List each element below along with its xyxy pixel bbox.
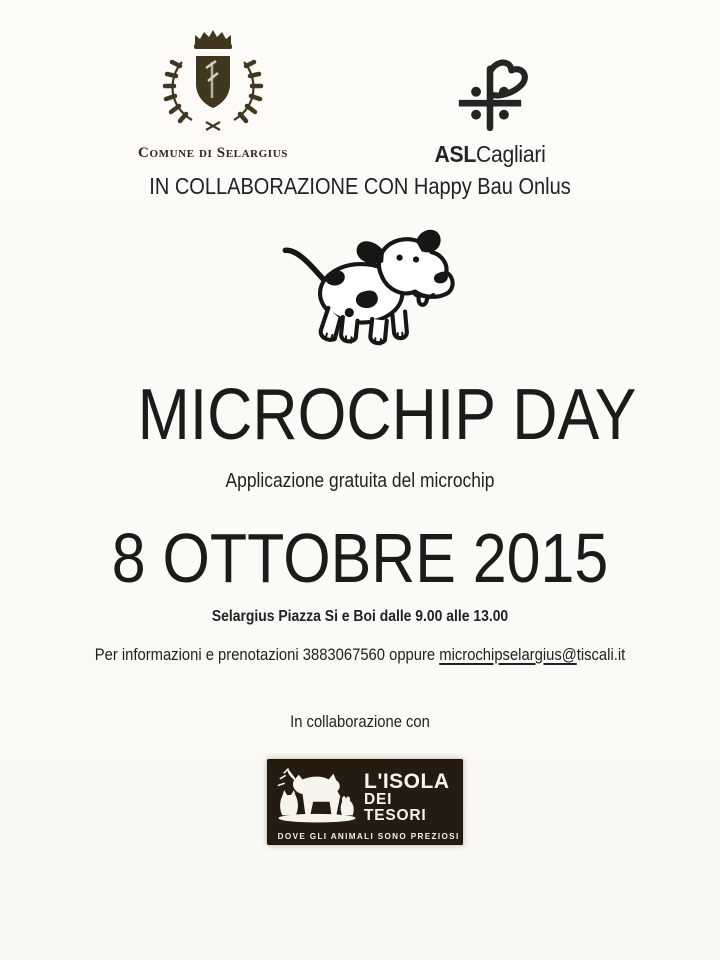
- subtitle: Applicazione gratuita del microchip: [225, 470, 495, 492]
- email-link[interactable]: microchipselargius@: [439, 645, 577, 664]
- sponsor-tagline: DOVE GLI ANIMALI SONO PREZIOSI: [277, 831, 460, 841]
- email-tail: tiscali.it: [576, 645, 626, 664]
- asl-label-rest: Cagliari: [475, 141, 546, 167]
- sponsor-logo-row: [274, 764, 456, 831]
- pets-silhouettes-icon: [274, 767, 362, 828]
- sponsor-name: [364, 771, 456, 824]
- info-text: Per informazioni e prenotazioni 3883067560 oppure: [94, 645, 440, 664]
- event-location: Selargius Piazza Si e Boi dalle 9.00 alle 13.00: [211, 608, 509, 625]
- sponsor-name-line1: L'ISOLA: [364, 770, 450, 793]
- asl-label: [412, 141, 568, 168]
- asl-cross-heart-icon: [444, 123, 536, 140]
- collaboration-line-top: IN COLLABORAZIONE CON Happy Bau Onlus: [149, 173, 571, 199]
- comune-label: Comune di Selargius: [138, 145, 288, 161]
- coat-of-arms-icon: [138, 125, 288, 142]
- info-line: [47, 645, 673, 665]
- asl-cagliari-logo: [405, 54, 575, 168]
- event-date: 8 OTTOBRE 2015: [111, 519, 609, 597]
- sponsor-logo-isola-dei-tesori: [267, 759, 463, 845]
- collaboration-line-bottom: In collaborazione con: [290, 712, 430, 731]
- page-title: MICROCHIP DAY: [137, 375, 637, 455]
- dog-illustration: [0, 222, 720, 355]
- asl-label-bold: ASL: [434, 141, 476, 167]
- spotted-puppy-icon: [255, 337, 466, 354]
- sponsor-name-line2: DEI TESORI: [364, 791, 427, 825]
- comune-selargius-logo: [118, 26, 308, 162]
